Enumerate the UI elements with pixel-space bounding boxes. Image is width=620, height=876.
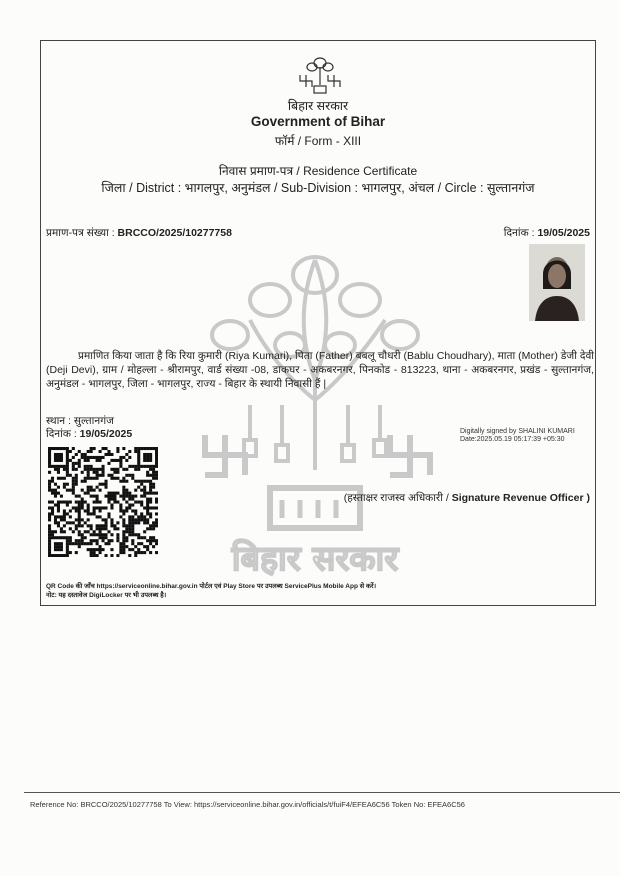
divider xyxy=(24,792,620,793)
bihar-emblem-icon xyxy=(296,53,344,95)
digital-signature-name: Digitally signed by SHALINI KUMARI xyxy=(460,428,575,435)
issue-date-label: दिनांक : xyxy=(503,227,538,239)
digital-signature xyxy=(460,428,575,444)
reference-line: Reference No: BRCCO/2025/10277758 To View: https://serviceonline.bihar.gov.in/officials/t/fuiF4/EFEA6C56 Token No: EFEA6C56 xyxy=(30,800,465,809)
place: स्थान : सुल्तानगंज xyxy=(46,415,114,427)
certificate-number-label: प्रमाण-पत्र संख्या : xyxy=(46,227,118,239)
district-line: जिला / District : भागलपुर, अनुमंडल / Sub-Division : भागलपुर, अंचल / Circle : सुल्तानगंज xyxy=(101,181,535,195)
applicant-photo xyxy=(529,244,585,321)
form-number: फॉर्म / Form - XIII xyxy=(274,134,362,148)
watermark-text: बिहार सरकार xyxy=(231,539,399,579)
place-date-value: 19/05/2025 xyxy=(79,428,133,440)
hindi-title: बिहार सरकार xyxy=(287,99,349,113)
issue-date-value: 19/05/2025 xyxy=(537,227,590,239)
signature-hindi: (हस्ताक्षर राजस्व अधिकारी / xyxy=(343,492,452,504)
place-date-label: दिनांक : xyxy=(46,428,80,440)
certificate-title: निवास प्रमाण-पत्र / Residence Certificate xyxy=(218,164,418,178)
certificate-number xyxy=(46,226,232,240)
digital-signature-date: Date:2025.05.19 05:17:39 +05:30 xyxy=(460,436,565,443)
qr-code[interactable] xyxy=(48,447,158,557)
issue-date xyxy=(504,226,590,240)
digilocker-note: नोट: यह दस्तावेज DigiLocker पर भी उपलब्ध है। xyxy=(46,592,167,599)
place-date xyxy=(46,427,132,441)
certificate-number-value: BRCCO/2025/10277758 xyxy=(117,227,232,239)
certificate-body: प्रमाणित किया जाता है कि रिया कुमारी (Riya Kumari), पिता (Father) बबलू चौधरी (Bablu Choudhary), माता (Mother) डेजी देवी (Deji Devi), ग्राम / मोहल्ला - श्रीरामपुर, वार्ड संख्या -08, डाकघर - अकबरनगर, पिनकोड - 813223, थाना - अकबरनगर, प्रखंड - सुल्तानगंज, अनुमंडल - भागलपुर, जिला - भागलपुर, राज्य - बिहार के स्थायी निवासी हैं | xyxy=(46,350,594,390)
qr-note: QR Code की जाँच https://serviceonline.bihar.gov.in पोर्टल एवं Play Store पर उपलब्ध ServicePlus Mobile App से करें। xyxy=(46,583,377,590)
signature-english: Signature Revenue Officer ) xyxy=(451,492,590,504)
signature-line xyxy=(344,491,590,505)
english-title: Government of Bihar xyxy=(250,114,386,129)
